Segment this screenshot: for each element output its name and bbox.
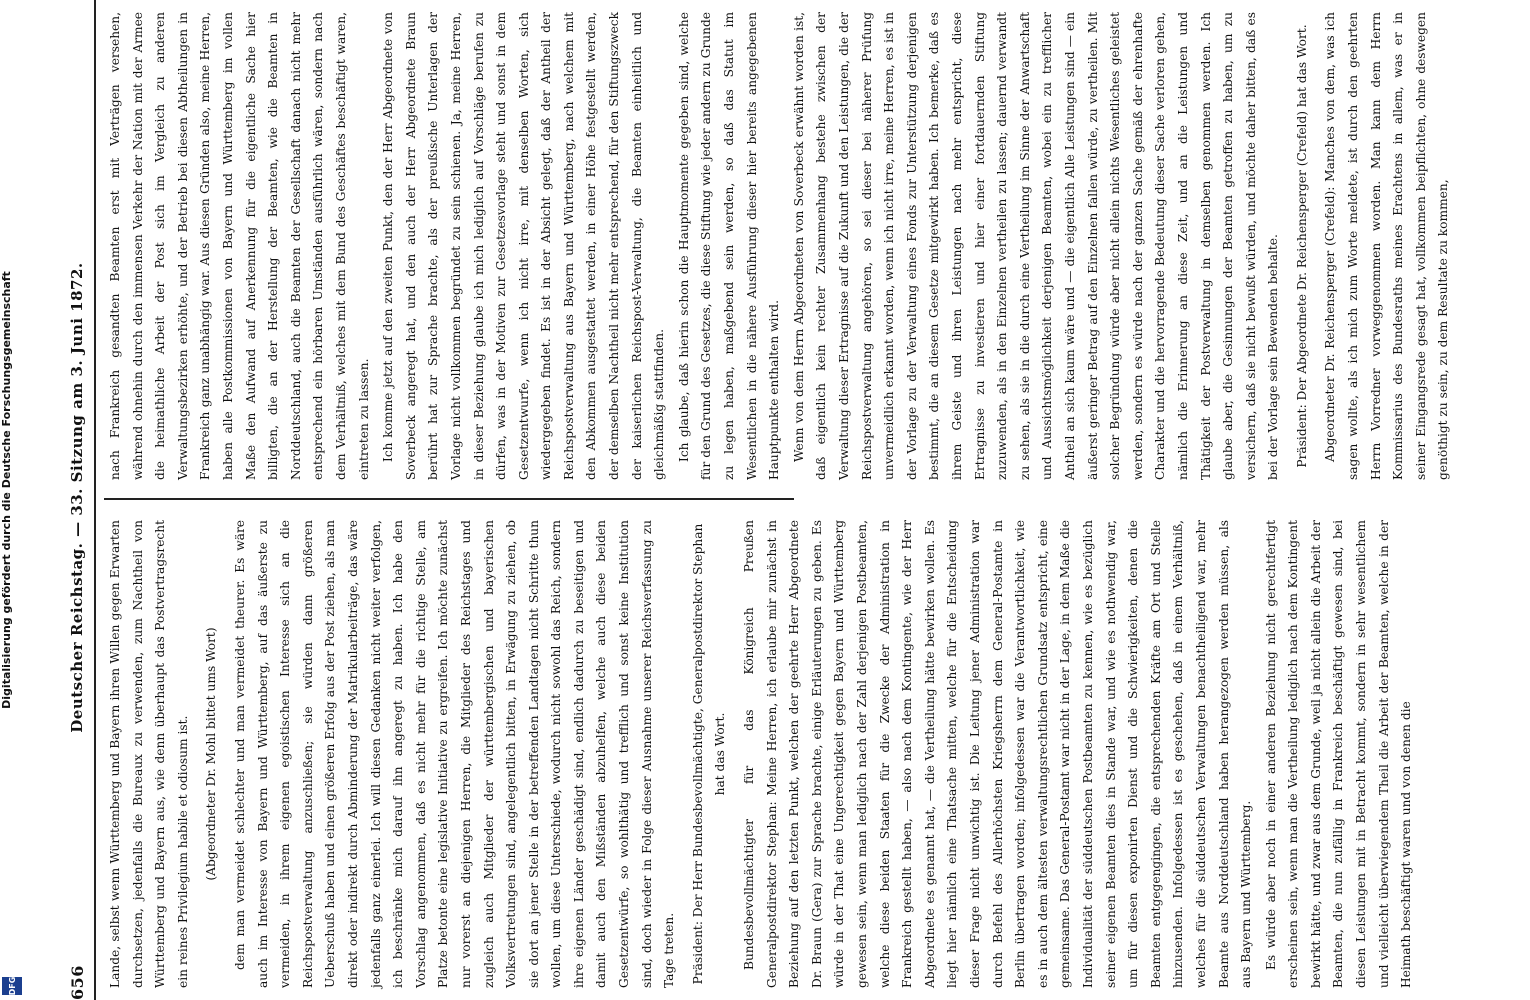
page-number: 656 [67,965,87,1000]
paragraph: Bundesbevollmächtigter für das Königreich Preußen Generalpostdirektor Stephan: Meine Herren, ich erlaube mir zunächst in Beziehung auf den letzten Punkt, welchen der geehrte Herr Abgeordnete Dr. Braun (Gera) zur Sprache brachte, einige Erläuterungen zu geben. Es würde in der That eine Ungerechtigkeit gegen Bayern und Württemberg gewesen sein, wenn man lediglich nach der Zahl derjenigen Postbeamten, welche diese beiden Staaten für die Zwecke der Administration in Frankreich gestellt haben, — also nach dem Kontingente, wie der Herr Abgeordnete es genannt hat, — die Vertheilung hätte bewirken wollen. Es liegt hier nämlich eine Thatsache mitten, welche für die Entscheidung dieser Frage nicht unwichtig ist. Die Leitung jener Administration war durch Befehl des Allerhöchsten Kriegsherrn dem General-Postamte in Berlin übertragen worden; infolgedessen war die Verantwortlichkeit, wie es in auch dem ältesten verwaltungsrechtlichen Grundsatz entspricht, eine gemeinsame. Das General-Postamt war nicht in der Lage, in dem Maße die Individualität der süddeutschen Postbeamten zu kennen, wie es bezüglich seiner eigenen Beamten dies in Stande war, und wie es nothwendig war, um für diesen exponirten Dienst und die Schwierigkeiten, denen die Beamten entgegengingen, die entsprechenden Kräfte am Ort und Stelle hinzusenden. Infolgedessen ist es geschehen, daß in einem Verhältniß, welches für die süddeutschen Verwaltungen benachtheiligend war, mehr Beamte aus Norddeutschland haben herangezogen werden müssen, als aus Bayern und Württemberg. [742,520,1254,988]
footer-strip [0,0,24,1000]
funding-note: Digitalisierung gefördert durch die Deutsche Forschungsgemeinschaft [0,271,13,709]
paragraph: nach Frankreich gesandten Beamten erst mit Verträgen versehen, während ohnehin durch den immensen Verkehr der Nation mit der Armee die heimathliche Arbeit der Post sich im Vergleich zu anderen Verwaltungsbezirken erhöhte, und der Betrieb bei diesen Abtheilungen in Frankreich ganz unabhängig war. Aus diesen Gründen also, meine Herren, haben alle Postkommissionen von Bayern und Württemberg im vollen Maße den Aufwand auf Anerkennung für die eigentliche Sache hier billigten, die an der Herstellung der Beamten, wie die Beamten in Norddeutschland, auch die Beamten der Gesellschaft danach nicht mehr entsprechend ein hörbaren Umständen ausführlich wären, sondern nach dem Verhältniß, welches mit dem Bund des Geschäftes beschäftigt waren, eintreten zu lassen. [108,12,371,480]
right-column [104,12,1457,480]
paragraph: Es würde aber noch in einer anderen Beziehung nicht gerechtfertigt erscheinen sein, wenn man die Vertheilung lediglich nach dem Kontingent bewirkt hätte, und zwar aus dem Grunde, weil ja nicht allein die Arbeit der Beamten, die nun zufällig in Frankreich beschäftigt gewesen sind, bei diesen Leistungen mit in Betracht kommt, sondern in sehr wesentlichem und vielleicht überwiegendem Theil die Arbeit der Beamten, welche in der Heimath beschäftigt waren und von denen die [1263,520,1414,988]
paragraph: Ich glaube, daß hierin schon die Hauptmomente gegeben sind, welche für den Grund des Gesetzes, die diese Stiftung wie jeder andern zu Grunde zu legen haben, maßgebend sein werden, so daß das Statut im Wesentlichen in die nähere Ausführung dieser hier bereits angegebenen Hauptpunkte enthalten wird. [676,12,782,480]
paragraph: Wenn von dem Herrn Abgeordneten von Soverbeck erwähnt worden ist, daß eigentlich kein rechter Zusammenhang bestehe zwischen der Verwaltung dieser Ertragnisse auf die Zukunft und den Leistungen, die der Reichspostverwaltung angehören, so sei dieser bei näherer Prüfung unvermeidlich erkannt worden, wenn ich nicht irre, meine Herren, es ist in der Vorlage zu der Verwaltung eines Fonds zur Unterstützung derjenigen bestimmt, die an diesem Gesetze mitgewirkt haben. Ich bemerke, daß es ihrem Geiste und ihren Leistungen nach mehr entspricht, diese Ertragnisse zu investieren und hier einer fortdauernden Stiftung zuzuwenden, als in den Einzelnen vertheilen zu lassen; dauernd verwandt zu sehen, als sie in die durch eine Vertheilung im Sinne der Anwartschaft und Aussichtsmöglichkeit derjenigen Beamten, wobei ein zu trefflicher Antheil an sich kaum wäre und — die eigentlich Alle Leistungen sind — ein äußerst geringer Betrag auf den Einzelnen fallen würde, zu vertheilen. Mit solcher Begründung würde aber nicht allein nichts Wesentliches geleistet werden, sondern es würde nach der ganzen Sache gemäß der ehrenhafte Charakter und die hervorragende Bedeutung dieser Sache verloren gehen, nämlich die Erinnerung an diese Zeit, und an die Leistungen und Thätigkeit der Postverwaltung in demselben genommen werden. Ich glaube aber, die Gesinnungen der Beamten getroffen zu haben, um zu versichern, daß sie nicht bewußt würden, und möchte daher bitten, daß es bei der Vorlage sein Bewenden behalte. [791,12,1281,480]
column-divider [104,498,794,500]
left-column [104,520,1420,988]
paragraph: Abgeordneter Dr. Reichensperger (Crefeld): Manches von dem, was ich sagen wollte, als ich mich zum Worte meldete, ist durch den geehrten Herrn Vorredner vorweggenommen worden. Man kann dem Herrn Kommissarius des Bundesraths meines Erachtens in allem, was er in seiner Eingangsrede gesagt hat, vollkommen beipflichten, ohne deswegen genöthigt zu sein, zu dem Resultate zu kommen, [1323,12,1451,480]
paragraph: Präsident: Der Herr Bundesbevollmächtigte, Generalpostdirektor Stephan hat das Wort. [690,523,728,985]
paragraph: dem man vermeidet schlechter und man vermeidet theurer. Es wäre auch im Interesse von Bayern und Württemberg, auf das äußerste zu vermeiden, in ihrem eigenen egoistischen Interesse sich an die Reichspostverwaltung anzuschließen; sie würden dann größeren Ueberschuß haben und einen größeren Erfolg aus der Post ziehen, als man direkt oder indirekt durch Abminderung der Matrikularbeiträge, das wäre jedenfalls ganz einerlei. Ich will diesen Gedanken nicht weiter verfolgen, ich beschränke mich darauf ihn angeregt zu haben. Ich habe den Vorschlag angenommen, daß es nicht mehr für die richtige Stelle, am Platze betonte eine legislative Initiative zu ergreifen. Ich möchte zunächst nur vorerst an diejenigen Herren, die Mitglieder des Reichstages und zugleich auch Mitglieder der württembergischen und bayerischen Volksvertretungen sind, angelegentlich bitten, in Erwägung zu ziehen, ob sie dort an jener Stelle in der betreffenden Landtagen nicht Schritte thun wollen, um diese Unterschiede, wodurch nicht sowohl das Reich, sondern ihre eigenen Länder geschädigt sind, endlich dadurch zu beseitigen und damit auch den Mißständen abzuhelfen, welche auch diese beiden Gesetzentwürfe, so wohlthätig und trefflich und sonst keine Institution sind, doch wieder in Folge dieser Ausnahme unserer Reichsverfassung zu Tage treten. [232,520,677,988]
page-header [60,0,96,1000]
dfg-logo: DFG [2,977,22,995]
paragraph: Präsident: Der Abgeordnete Dr. Reichensperger (Crefeld) hat das Wort. [1294,24,1309,468]
paragraph: Lande, selbst wenn Württemberg und Bayern ihren Willen gegen Erwarten durchsetzen, jedenfalls die Bureaux zu verwenden, zum Nachtheil von Württemberg und Bayern aus, wie denn überhaupt das Postvertragsrecht ein reines Privilegium habile et odiosum ist. [108,520,190,988]
paragraph: Ich komme jetzt auf den zweiten Punkt, den der Herr Abgeordnete von Soverbeck angeregt hat, und den auch der Herr Abgeordnete Braun berührt hat zur Sprache brachte, als der preußische Unterlagen der Vorlage nicht vollkommen begründet zu sein schienen. Ja, meine Herren, in dieser Beziehung glaube ich mich lediglich auf Vorschläge berufen zu dürfen, was in der Motiven zur Gesetzesvorlage steht und sonst in dem Gesetzentwurfe, wenn ich nicht irre, mit denselben Worten, sich wiedergegeben findet. Es ist in der Absicht gelegt, daß der Antheil der Reichspostverwaltung aus Bayern und Württemberg, nach welchem mit den Abkommen ausgestattet werden, in einer Höhe festgestellt werden, der demselben Nachtheil nicht mehr entsprechend, für den Stiftungszweck der kaiserlichen Reichspost-Verwaltung, die Beamten einheitlich und gleichmäßig stattfinden. [381,12,667,480]
page-running-title: Deutscher Reichstag. — 33. Sitzung am 3. Juni 1872. [68,262,86,733]
paragraph: (Abgeordneter Dr. Mohl bittet ums Wort) [204,627,219,881]
rotated-page [60,0,1530,1000]
